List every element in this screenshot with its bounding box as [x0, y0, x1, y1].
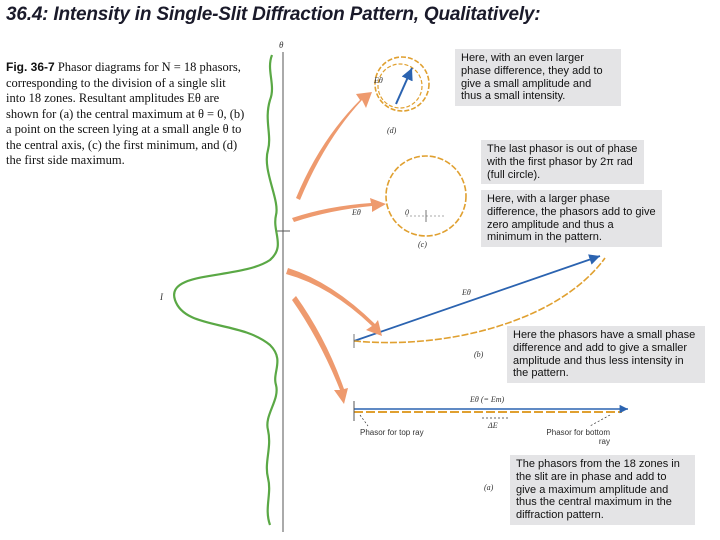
phasor-curl-d-inner	[378, 64, 422, 108]
phasor-circle-c	[386, 156, 466, 236]
figure-label: Fig. 36-7	[6, 60, 55, 74]
arrow-to-d	[296, 92, 372, 200]
intensity-axis-label: I	[160, 292, 163, 302]
note-full-circle: The last phasor is out of phase with the first phasor by 2π rad (full circle).	[481, 140, 644, 184]
panel-d-label: (d)	[387, 126, 397, 135]
phasor-diagram-d	[375, 57, 429, 111]
panel-b-etheta: Eθ	[462, 288, 471, 297]
note-small-angle: Here the phasors have a small phase difference and add to give a smaller amplitude and thus less intensity in the pattern.	[507, 326, 705, 383]
arrow-to-b	[286, 268, 382, 336]
panel-a-etheta: Eθ (= Em)	[470, 395, 505, 404]
note-central-maximum: The phasors from the 18 zones in the slit are in phase and add to give a maximum amplitude and thus the central maximum in the diffraction pattern.	[510, 455, 695, 525]
note-minimum: Here, with a larger phase difference, the phasors add to give zero amplitude and thus a minimum in the pattern.	[481, 190, 662, 247]
pointer-arrows	[286, 92, 386, 404]
phasor-top-ray-label: Phasor for top ray	[360, 428, 424, 437]
panel-c-label: (c)	[418, 240, 427, 249]
arrow-to-a	[292, 296, 348, 404]
intensity-curve	[174, 55, 278, 525]
pointer-top-ray	[360, 415, 368, 426]
phasor-bottom-ray-label: Phasor for bottom ray	[546, 428, 610, 446]
phasor-curl-d-outer	[375, 57, 429, 111]
slide-title: 36.4: Intensity in Single-Slit Diffraction Pattern, Qualitatively:	[6, 4, 541, 25]
resultant-d	[396, 68, 412, 104]
panel-d-etheta: Eθ	[374, 76, 383, 85]
arrow-to-c	[292, 198, 386, 222]
panel-a-delta-e: ΔE	[488, 421, 498, 430]
theta-axis-label: θ	[279, 40, 284, 50]
panel-b-label: (b)	[474, 350, 484, 359]
panel-c-etheta: Eθ	[352, 208, 361, 217]
phasor-diagram-c	[386, 156, 466, 236]
panel-a-label: (a)	[484, 483, 494, 492]
note-side-maximum: Here, with an even larger phase difference, they add to give a small amplitude and thus a small intensity.	[455, 49, 621, 106]
caption-text: Phasor diagrams for N = 18 phasors, corresponding to the division of a single slit into 18 zones. Resultant amplitudes Eθ are shown for (a) the central maximum at θ = 0, (b) a point on the screen lying at a small angle θ to the central axis, (c) the first minimum, and (d) the first side maximum.	[6, 60, 245, 167]
pointer-bottom-ray	[590, 415, 610, 426]
panel-c-zero: 0	[405, 208, 409, 217]
